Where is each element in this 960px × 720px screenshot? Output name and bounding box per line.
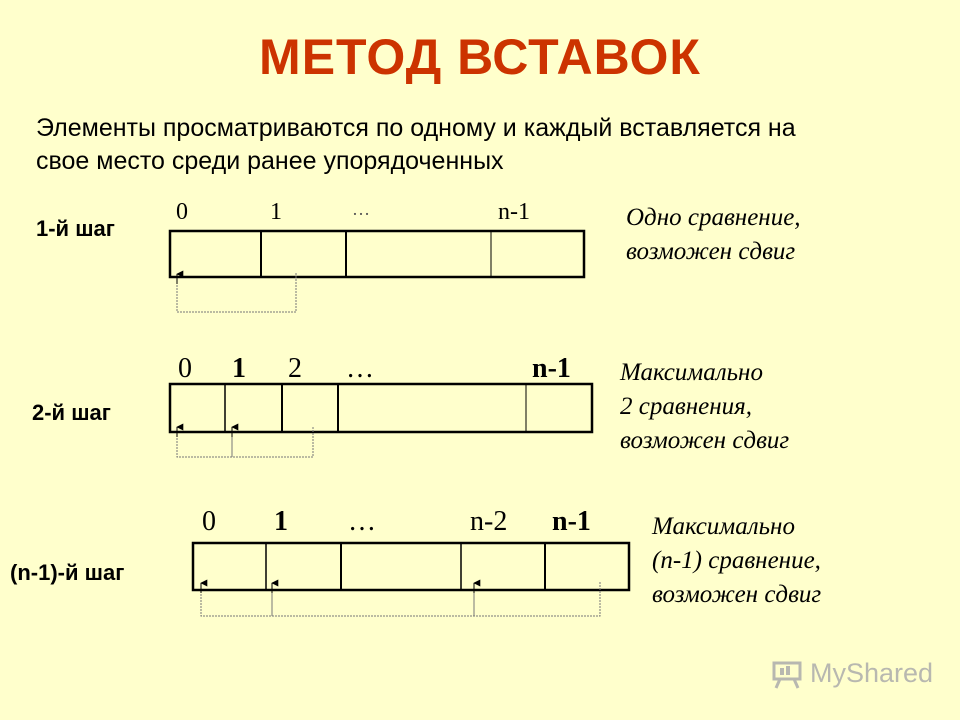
step-n-1-index-ellipsis: … (348, 506, 376, 537)
step-2-index-2: 2 (288, 353, 302, 384)
step-2-index-1: 1 (232, 353, 246, 384)
step-1-index-1: 1 (270, 199, 282, 225)
step-2-note-line-1: Максимально (620, 359, 763, 386)
intro-line-2: свое место среди ранее упорядоченных (36, 147, 504, 175)
step-n-1-index-0: 0 (202, 506, 216, 537)
step-2-label: 2-й шаг (32, 400, 111, 425)
step-1-note-line-2: возможен сдвиг (626, 238, 796, 265)
step-n-1-note-line-3: возможен сдвиг (652, 581, 822, 608)
step-2-index-0: 0 (178, 353, 192, 384)
step-n-1-label: (n-1)-й шаг (10, 560, 125, 585)
step-n-1-index-1: 1 (274, 506, 288, 537)
step-n-1-arrows (201, 582, 600, 616)
intro-line-1: Элементы просматриваются по одному и каждый вставляется на (36, 114, 796, 142)
page-title: МЕТОД ВСТАВОК (259, 29, 701, 85)
step-2-index-n-1: n-1 (532, 353, 571, 384)
step-n-1-note-line-2: (n-1) сравнение, (652, 547, 821, 574)
step-1-index-n-1: n-1 (498, 199, 530, 225)
watermark-text: MyShared (810, 658, 934, 688)
step-1-note-line-1: Одно сравнение, (626, 204, 801, 231)
watermark (772, 658, 933, 689)
step-1-arrow (177, 273, 296, 312)
step-1-index-ellipsis: … (352, 199, 370, 219)
step-1-label: 1-й шаг (36, 216, 115, 241)
step-2-note-line-3: возможен сдвиг (620, 427, 790, 454)
step-1-array (170, 231, 584, 277)
step-n-1-index-n-2: n-2 (470, 506, 508, 537)
step-n-1-note-line-1: Максимально (652, 513, 795, 540)
step-n-1-array (193, 543, 629, 590)
step-2-note-line-2: 2 сравнения, (620, 393, 752, 420)
step-2-array (170, 384, 592, 432)
step-n-1-index-n-1: n-1 (552, 506, 591, 537)
step-1-index-0: 0 (176, 199, 188, 225)
presentation-board-icon (772, 659, 804, 689)
step-2-index-ellipsis: … (346, 353, 374, 384)
